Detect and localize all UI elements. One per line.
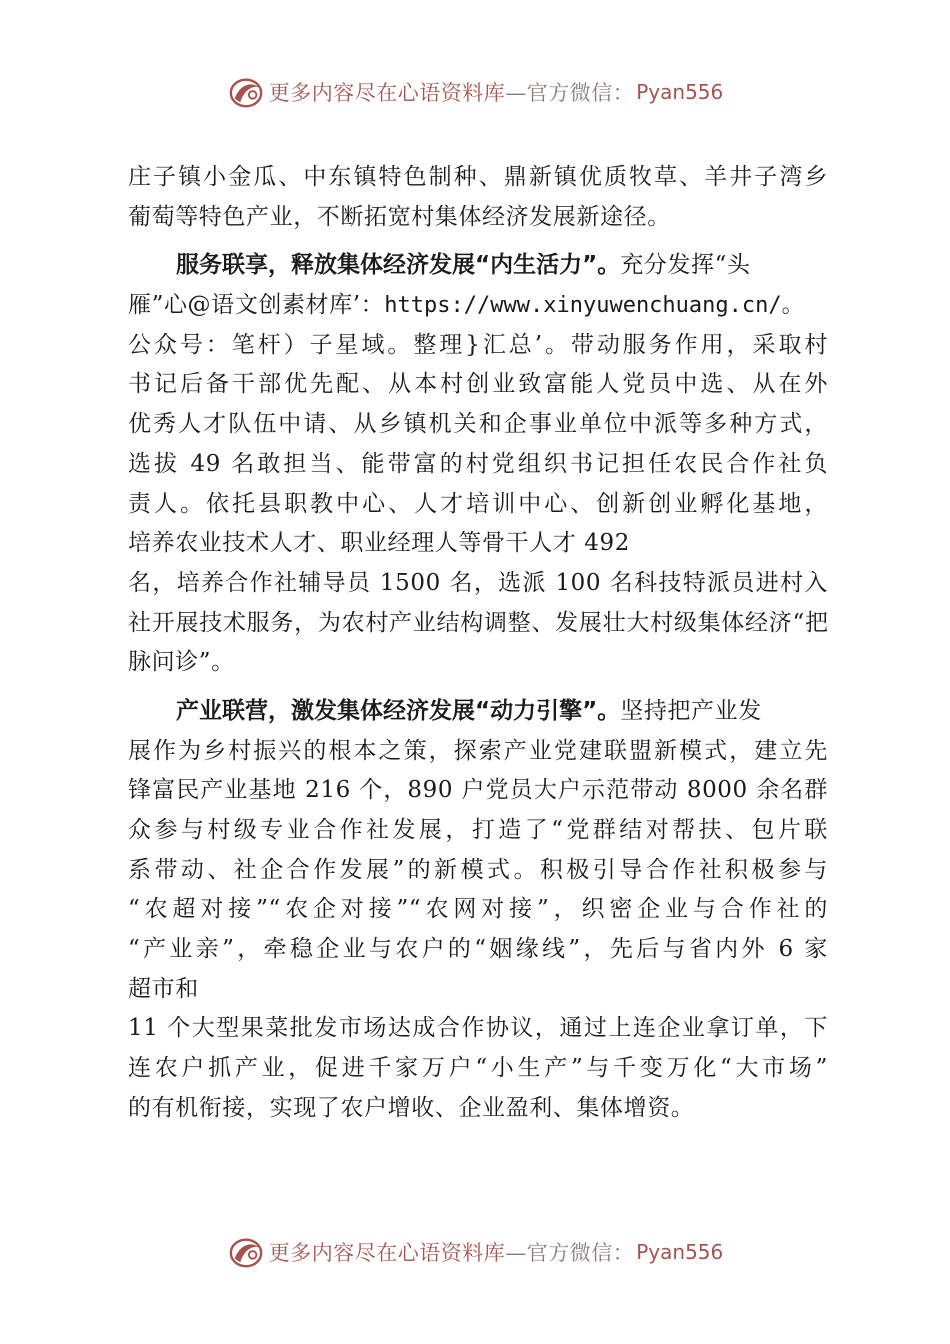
- section-heading-industry: 产业联营，激发集体经济发展“动力引擎”。: [176, 697, 621, 724]
- footer-wechat-id: Pyan556: [636, 1240, 724, 1264]
- body-line: 优秀人才队伍中请、从乡镇机关和企事业单位中派等多种方式，: [128, 411, 828, 438]
- page-footer-watermark: [0, 1232, 950, 1272]
- body-line: 责人。依托县职教中心、人才培训中心、创新创业孵化基地，: [128, 490, 828, 517]
- section-heading-service: 服务联享，释放集体经济发展“内生活力”。: [176, 252, 621, 279]
- watermark-url-text: https://www.xinyuwenchuang.cn/。: [384, 293, 804, 319]
- page-header-watermark: [0, 72, 950, 112]
- xinyu-logo-icon: [227, 74, 265, 110]
- body-line: [128, 286, 828, 326]
- body-line: 脉问诊”。: [128, 649, 235, 676]
- body-line: 锋富民产业基地 216 个，890 户党员大户示范带动 8000 余名群: [128, 777, 828, 804]
- body-text: 充分发挥“头: [620, 252, 751, 279]
- body-line: 的有机衔接，实现了农户增收、企业盈利、集体增资。: [128, 1094, 695, 1121]
- body-line: “农超对接”“农企对接”“农网对接”，织密企业与合作社的: [128, 896, 828, 923]
- body-line: 社开展技术服务，为农村产业结构调整、发展壮大村级集体经济“把: [128, 609, 828, 636]
- body-line: 庄子镇小金瓜、中东镇特色制种、鼎新镇优质牧草、羊井子湾乡: [128, 164, 828, 190]
- document-body: [128, 158, 828, 1129]
- body-line: “产业亲”，牵稳企业与农户的“姻缘线”，先后与省内外 6 家: [128, 936, 828, 963]
- paragraph-heading-line: [128, 246, 828, 286]
- body-line: 系带动、社企合作发展”的新模式。积极引导合作社积极参与: [128, 856, 828, 883]
- body-line: 书记后备干部优先配、从本村创业致富能人党员中选、从在外: [128, 371, 828, 398]
- footer-wechat-label: —官方微信：: [505, 1241, 635, 1265]
- body-line: 超市和: [128, 975, 199, 1002]
- body-text: 坚持把产业发: [620, 697, 762, 724]
- body-line: 选拔 49 名敢担当、能带富的村党组织书记担任农民合作社负: [128, 450, 828, 477]
- body-line: 名，培养合作社辅导员 1500 名，选派 100 名科技特派员进村入: [128, 569, 828, 596]
- body-line: 葡萄等特色产业，不断拓宽村集体经济发展新途径。: [128, 203, 671, 230]
- xinyu-logo-icon: [227, 1234, 265, 1270]
- body-line: 培养农业技术人才、职业经理人等骨干人才 492: [128, 530, 631, 557]
- header-library-text: 更多内容尽在心语资料库: [268, 81, 506, 105]
- paragraph-heading-line: [128, 692, 828, 732]
- body-line: 11 个大型果菜批发市场达成合作协议，通过上连企业拿订单，下: [128, 1015, 828, 1042]
- body-line: 展作为乡村振兴的根本之策，探索产业党建联盟新模式，建立先: [128, 737, 828, 764]
- footer-library-text: 更多内容尽在心语资料库: [268, 1241, 506, 1265]
- body-line: 众参与村级专业合作社发展，打造了“党群结对帮扶、包片联: [128, 817, 828, 843]
- body-text: 雁”心@语文创素材库’：: [128, 292, 385, 319]
- header-wechat-label: —官方微信：: [505, 81, 635, 105]
- header-wechat-id: Pyan556: [636, 80, 724, 104]
- body-line: 连农户抓产业，促进千家万户“小生产”与千变万化“大市场”: [128, 1055, 828, 1082]
- body-line: 公众号：笔杆）子星域。整理}汇总’。带动服务作用，采取村: [128, 331, 828, 358]
